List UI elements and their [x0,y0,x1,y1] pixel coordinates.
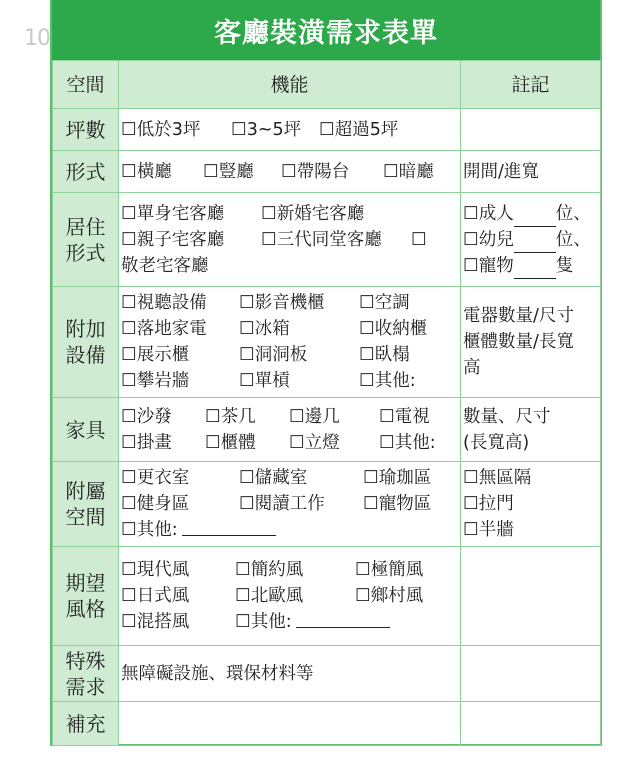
row-style-type [53,151,601,193]
option-item: ☐低於3坪 [121,119,201,140]
header-note: 註記 [461,61,601,109]
note-line: 高 [463,358,481,378]
row-label-line: 空間 [65,505,106,529]
option-item: ☐其他: [379,432,436,453]
row-label-line: 特殊 [65,648,106,673]
row-equipment [53,287,601,398]
note-post: 隻 [555,255,574,276]
option-item: ☐其他: [235,612,292,632]
row-label-line: 坪數 [65,117,106,142]
option-line [121,557,458,583]
row-label-line: 需求 [65,674,106,699]
option-item: ☐冰箱 [239,319,290,339]
option-item: ☐視聽設備 [121,293,207,313]
row-ping [53,109,601,151]
option-line [121,290,458,316]
option-item: ☐收納櫃 [359,319,428,339]
note-cell [461,109,601,151]
option-item: ☐鄉村風 [355,586,424,606]
note-line [463,227,598,253]
note-cell [461,646,601,702]
note-blank [514,208,556,227]
option-item: ☐三代同堂客廳 [261,229,382,250]
form-table [52,60,601,746]
function-cell [119,287,461,398]
option-item: ☐極簡風 [355,560,424,580]
note-cell [461,287,601,398]
note-post: 位、 [555,229,591,250]
row-label [53,702,119,746]
note-line: ☐半牆 [463,520,514,540]
row-label-line: 期望 [65,571,106,595]
row-label-line: 附屬 [65,479,106,503]
option-line [121,583,458,609]
row-label-line: 設備 [65,343,106,367]
row-label [53,646,119,702]
function-cell [119,702,461,746]
option-item: ☐茶几 [205,406,256,427]
option-line [121,253,458,279]
option-item: ☐暗廳 [383,161,434,182]
option-line [121,316,458,342]
option-item: 無障礙設施、環保材料等 [121,663,314,684]
option-item: ☐櫃體 [205,432,256,453]
option-item: ☐瑜珈區 [363,468,432,488]
row-furniture [53,398,601,462]
note-pre: ☐成人 [463,203,514,224]
note-cell [461,547,601,646]
option-item: ☐寵物區 [363,494,432,514]
note-line: 開間/進寬 [463,161,539,182]
row-label [53,462,119,547]
function-cell [119,151,461,193]
option-line [121,465,458,491]
option-item: ☐超過5坪 [319,119,399,140]
row-label [53,109,119,151]
option-item: ☐新婚宅客廳 [261,203,365,224]
option-item: ☐3~5坪 [231,119,302,140]
note-line: 數量、尺寸 [463,406,551,427]
option-item: ☐現代風 [121,560,190,580]
option-item: ☐沙發 [121,406,172,427]
note-cell [461,462,601,547]
option-item: ☐閱讀工作 [239,494,325,514]
option-item: ☐空調 [359,293,410,313]
note-line: 電器數量/尺寸 [463,306,574,326]
function-cell [119,646,461,702]
option-item: ☐親子宅客廳 [121,229,225,250]
option-item: 敬老宅客廳 [121,255,209,276]
option-item: ☐邊几 [289,406,340,427]
note-pre: ☐寵物 [463,255,514,276]
row-label [53,398,119,462]
note-line: 櫃體數量/長寬 [463,332,574,352]
row-label [53,547,119,646]
option-line [121,159,458,185]
row-expect-style [53,547,601,646]
note-post: 位、 [555,203,591,224]
option-item: ☐豎廳 [203,161,254,182]
option-item: ☐掛畫 [121,432,172,453]
function-cell [119,462,461,547]
option-item: ☐立燈 [289,432,340,453]
option-item: ☐簡約風 [235,560,304,580]
row-label-line: 附加 [65,317,106,341]
option-line [121,517,458,543]
row-label-line: 家具 [65,417,106,442]
blank-line [296,609,390,628]
option-item: ☐儲藏室 [239,468,308,488]
note-blank [514,234,556,253]
option-item: ☐其他: [359,371,416,391]
form-title: 客廳裝潢需求表單 [52,0,600,60]
row-label-line: 風格 [65,597,106,621]
note-cell [461,151,601,193]
header-row [53,61,601,109]
option-item: ☐日式風 [121,586,190,606]
option-item: ☐電視 [379,406,430,427]
option-line [121,430,458,456]
option-line [121,661,458,687]
note-blank [514,260,556,279]
note-line [463,201,598,227]
row-label [53,151,119,193]
option-item: ☐單槓 [239,371,290,391]
note-cell [461,193,601,287]
option-item: ☐單身宅客廳 [121,203,225,224]
option-line [121,201,458,227]
note-pre: ☐幼兒 [463,229,514,250]
row-label-line: 形式 [65,240,106,265]
page-number: 10 [24,26,50,51]
note-line: ☐無區隔 [463,468,532,488]
option-item: ☐攀岩牆 [121,371,190,391]
option-line [121,342,458,368]
row-label-line: 居住 [65,214,106,239]
option-line [121,117,458,143]
row-label [53,287,119,398]
option-item: ☐更衣室 [121,468,190,488]
option-line [121,491,458,517]
option-item: ☐北歐風 [235,586,304,606]
renovation-form [50,0,602,746]
row-extra [53,702,601,746]
option-item: ☐洞洞板 [239,345,308,365]
option-line [121,227,458,253]
row-special [53,646,601,702]
option-item: ☐橫廳 [121,161,172,182]
row-label [53,193,119,287]
header-function: 機能 [119,61,461,109]
header-space: 空間 [53,61,119,109]
option-item: ☐帶陽台 [281,161,350,182]
function-cell [119,193,461,287]
option-item: ☐其他: [121,520,178,540]
option-item: ☐混搭風 [121,612,190,632]
note-cell [461,702,601,746]
function-cell [119,547,461,646]
function-cell [119,398,461,462]
note-line: (長寬高) [463,432,530,453]
option-item: ☐展示櫃 [121,345,190,365]
option-item: ☐影音機櫃 [239,293,325,313]
option-line [121,609,458,635]
row-attached [53,462,601,547]
note-line [463,253,598,279]
function-cell [119,109,461,151]
option-item: ☐ [411,229,427,250]
blank-line [182,517,276,536]
option-line [121,404,458,430]
option-item: ☐落地家電 [121,319,207,339]
option-item: ☐臥榻 [359,345,410,365]
row-label-line: 補充 [65,711,106,736]
row-label-line: 形式 [65,159,106,184]
option-item: ☐健身區 [121,494,190,514]
option-line [121,368,458,394]
row-living [53,193,601,287]
note-cell [461,398,601,462]
note-line: ☐拉門 [463,494,514,514]
